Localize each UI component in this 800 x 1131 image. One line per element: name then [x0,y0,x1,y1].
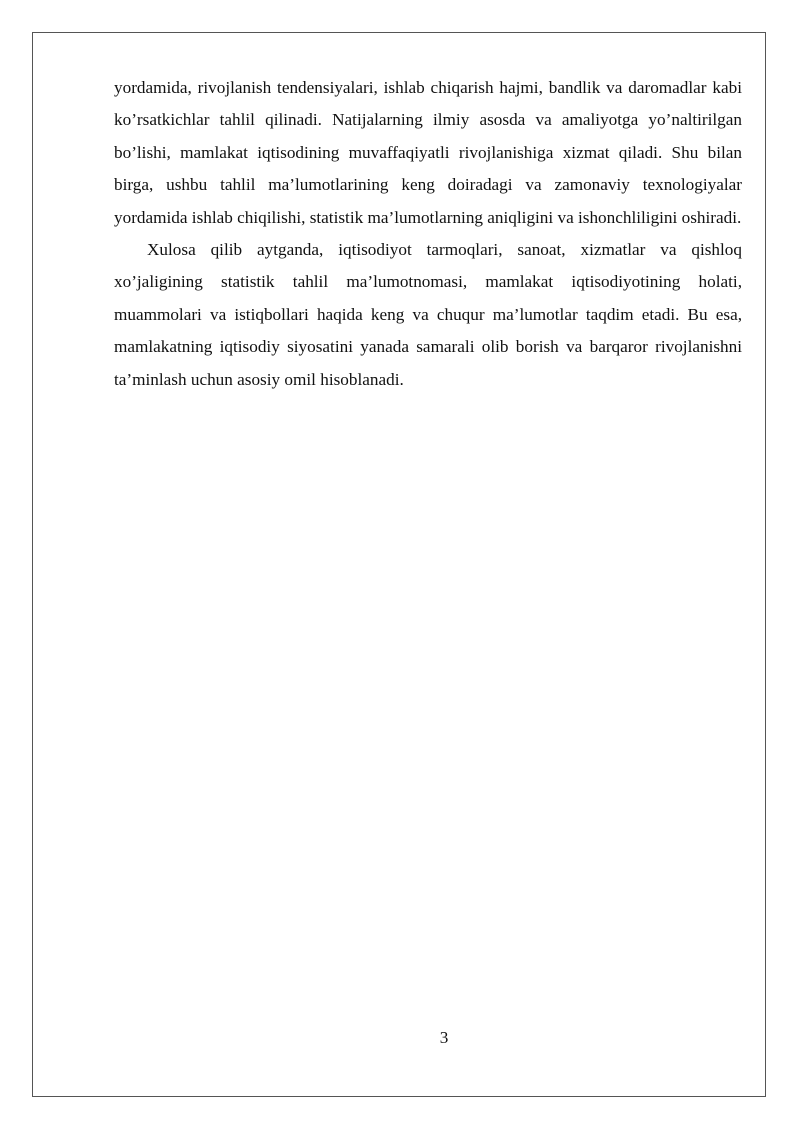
paragraph-continuation: yordamida, rivojlanish tendensiyalari, ishlab chiqarish hajmi, bandlik va daromadlar kabi ko’rsatkichlar tahlil qilinadi. Natijalarning ilmiy asosda va amaliyotga yo’naltirilgan bo’lishi, mamlakat iqtisodining muvaffaqiyatli rivojlanishiga xizmat qiladi. Shu bilan birga, ushbu tahlil ma’lumotlarining keng doiradagi va zamonaviy texnologiyalar yordamida ishlab chiqilishi, statistik ma’lumotlarning aniqligini va ishonchliligini oshiradi. [114,78,742,227]
paragraph-conclusion: Xulosa qilib aytganda, iqtisodiyot tarmoqlari, sanoat, xizmatlar va qishloq xo’jaligining statistik tahlil ma’lumotnomasi, mamlakat iqtisodiyotining holati, muammolari va istiqbollari haqida keng va chuqur ma’lumotlar taqdim etadi. Bu esa, mamlakatning iqtisodiy siyosatini yanada samarali olib borish va barqaror rivojlanishni ta’minlash uchun asosiy omil hisoblanadi. [114,240,742,389]
page-number: 3 [439,1028,449,1047]
document-body [114,72,742,396]
